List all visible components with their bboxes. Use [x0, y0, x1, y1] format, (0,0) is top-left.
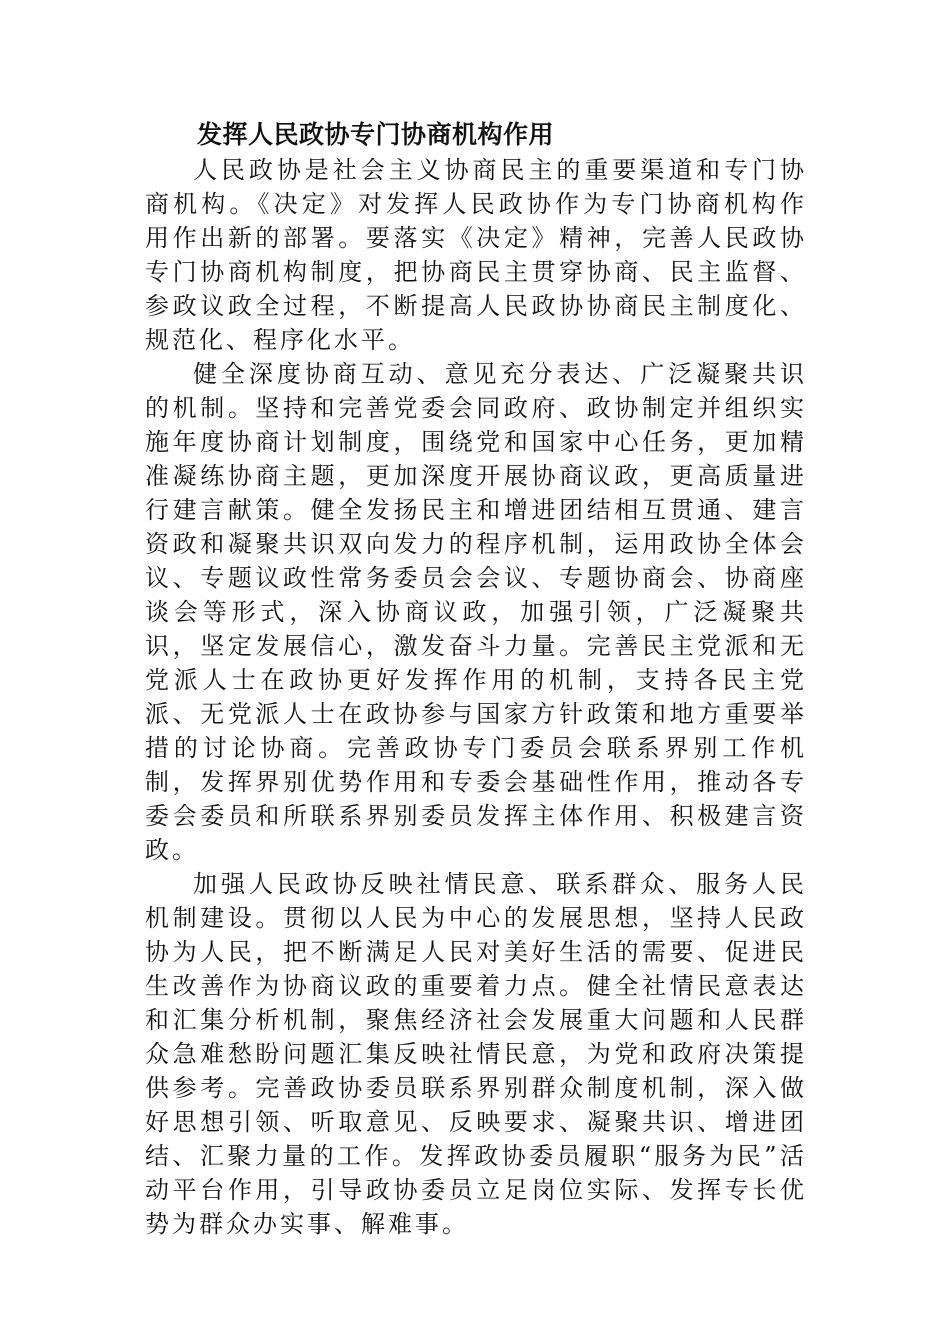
- document-title: 发挥人民政协专门协商机构作用: [197, 120, 555, 149]
- paragraph-3: 加强人民政协反映社情民意、联系群众、服务人民机制建设。贯彻以人民为中心的发展思想，坚持人民政协为人民，把不断满足人民对美好生活的需要、促进民生改善作为协商议政的重要着力点。健全社情民意表达和汇集分析机制，聚焦经济社会发展重大问题和人民群众急难愁盼问题汇集反映社情民意，为党和政府决策提供参考。完善政协委员联系界别群众制度机制，深入做好思想引领、听取意见、反映要求、凝聚共识、增进团结、汇聚力量的工作。发挥政协委员履职“服务为民”活动平台作用，引导政协委员立足岗位实际、发挥专长优势为群众办实事、解难事。: [145, 870, 807, 1238]
- paragraph-1: 人民政协是社会主义协商民主的重要渠道和专门协商机构。《决定》对发挥人民政协作为专门协商机构作用作出新的部署。要落实《决定》精神，完善人民政协专门协商机构制度，把协商民主贯穿协商、民主监督、参政议政全过程，不断提高人民政协协商民主制度化、规范化、程序化水平。: [145, 156, 807, 354]
- paragraph-2: 健全深度协商互动、意见充分表达、广泛凝聚共识的机制。坚持和完善党委会同政府、政协制定并组织实施年度协商计划制度，围绕党和国家中心任务，更加精准凝练协商主题，更加深度开展协商议政，更高质量进行建言献策。健全发扬民主和增进团结相互贯通、建言资政和凝聚共识双向发力的程序机制，运用政协全体会议、专题议政性常务委员会会议、专题协商会、协商座谈会等形式，深入协商议政，加强引领，广泛凝聚共识，坚定发展信心，激发奋斗力量。完善民主党派和无党派人士在政协更好发挥作用的机制，支持各民主党派、无党派人士在政协参与国家方针政策和地方重要举措的讨论协商。完善政协专门委员会联系界别工作机制，发挥界别优势作用和专委会基础性作用，推动各专委会委员和所联系界别委员发挥主体作用、积极建言资政。: [145, 360, 807, 864]
- document-page: [145, 117, 807, 1241]
